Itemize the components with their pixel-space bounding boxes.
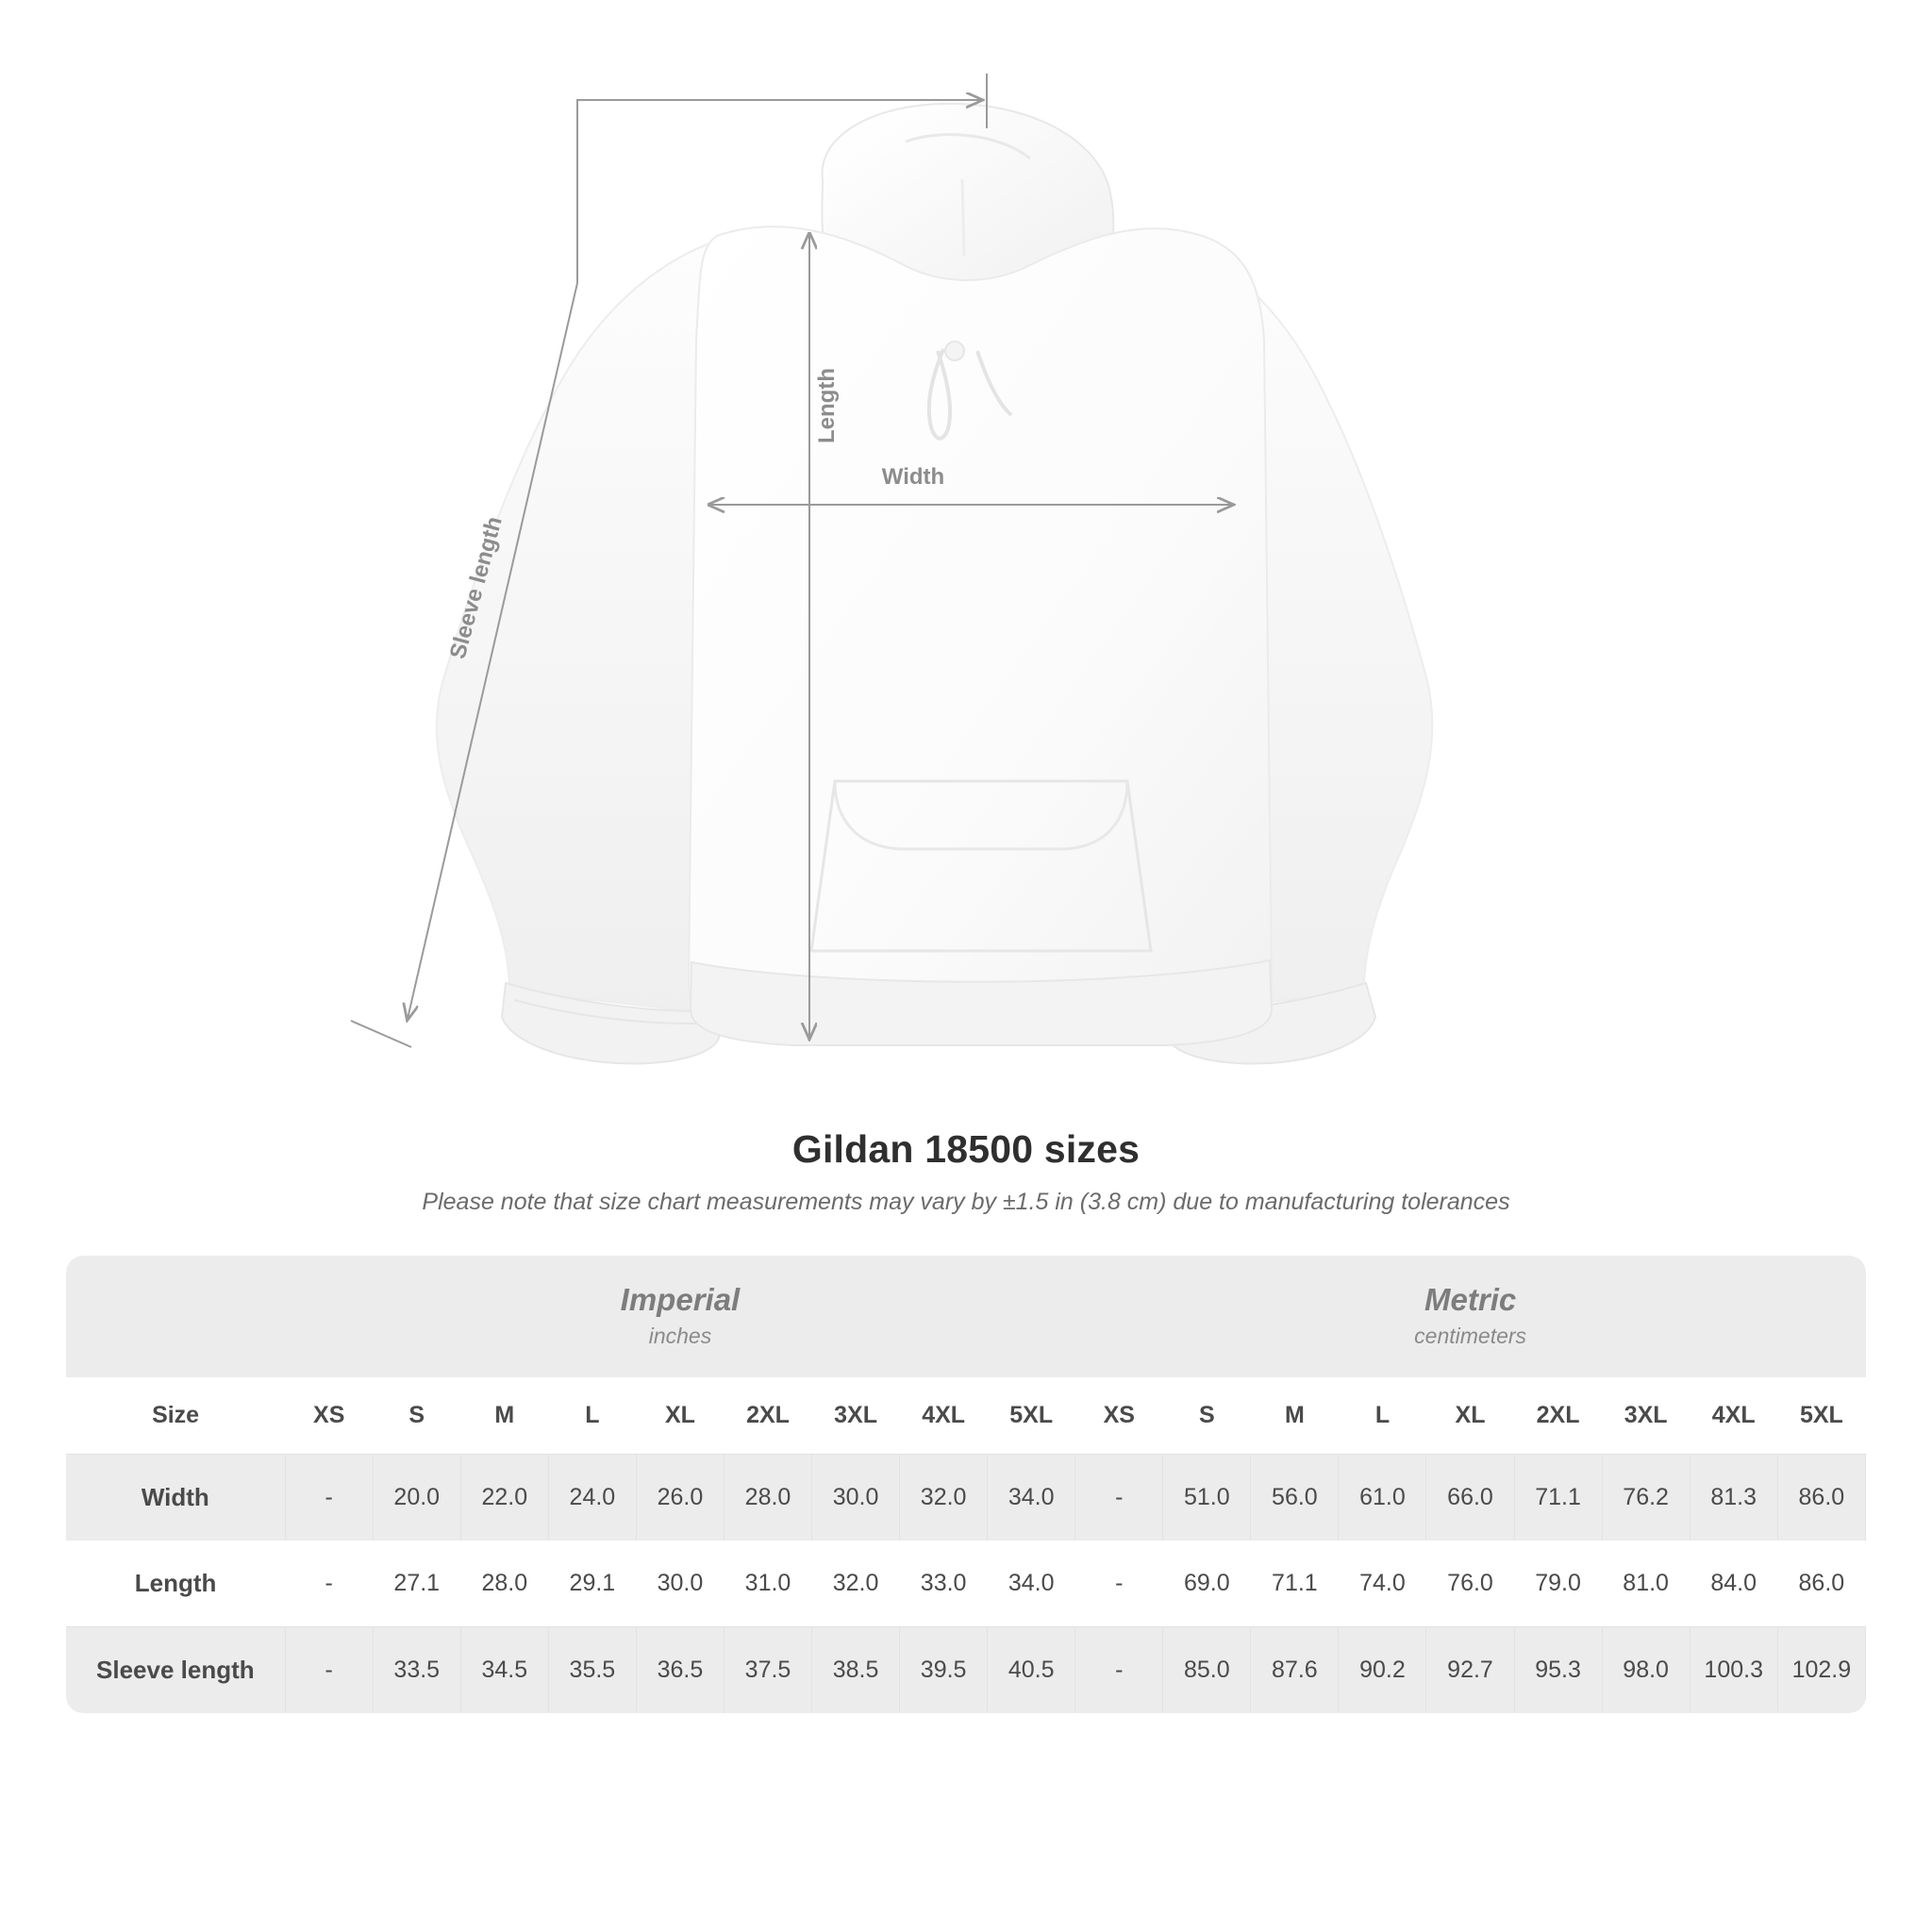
sleeve-imperial-2xl: 37.5 — [724, 1626, 811, 1713]
length-metric-5xl: 86.0 — [1798, 1569, 1845, 1596]
header-metric-m: M — [1251, 1377, 1339, 1455]
table-row — [66, 1454, 1866, 1541]
row-label-width: Width — [66, 1454, 285, 1541]
width-metric-3xl: 76.2 — [1602, 1454, 1690, 1541]
page-title: Gildan 18500 sizes — [791, 1127, 1141, 1171]
width-imperial-l: 24.0 — [548, 1454, 636, 1541]
sleeve-metric-2xl: 95.3 — [1514, 1626, 1602, 1713]
length-imperial-4xl: 33.0 — [920, 1569, 967, 1596]
width-imperial-4xl: 32.0 — [900, 1454, 988, 1541]
width-metric-5xl: 86.0 — [1777, 1454, 1865, 1541]
sleeve-metric-m: 87.6 — [1251, 1626, 1339, 1713]
length-imperial-5xl: 34.0 — [1008, 1569, 1055, 1596]
sleeve-imperial-l: 35.5 — [548, 1626, 636, 1713]
unit-metric-name: Metric — [1424, 1282, 1517, 1317]
length-metric-s: 69.0 — [1183, 1569, 1230, 1596]
header-imperial-xl: XL — [636, 1377, 724, 1455]
sleeve-metric-5xl: 102.9 — [1777, 1626, 1865, 1713]
sleeve-imperial-4xl: 39.5 — [900, 1626, 988, 1713]
hoodie-graphic — [437, 104, 1433, 1064]
sleeve-metric-3xl: 98.0 — [1602, 1626, 1690, 1713]
sleeve-imperial-xs: - — [285, 1626, 373, 1713]
length-metric-3xl: 81.0 — [1623, 1569, 1669, 1596]
width-imperial-3xl: 30.0 — [812, 1454, 900, 1541]
unit-metric-sub: centimeters — [1414, 1323, 1527, 1348]
row-label-sleeve-length: Sleeve length — [66, 1626, 285, 1713]
table-row — [66, 1541, 1866, 1627]
table-row — [66, 1626, 1866, 1713]
length-imperial-3xl: 32.0 — [832, 1569, 879, 1596]
size-table — [66, 1256, 1866, 1713]
header-metric-s: S — [1163, 1377, 1251, 1455]
length-imperial-2xl: 31.0 — [744, 1569, 791, 1596]
header-imperial-m: M — [460, 1377, 548, 1455]
length-imperial-xl: 30.0 — [657, 1569, 704, 1596]
width-imperial-2xl: 28.0 — [724, 1454, 811, 1541]
width-metric-xl: 66.0 — [1426, 1454, 1514, 1541]
length-metric-m: 71.1 — [1272, 1569, 1318, 1596]
length-imperial-m: 28.0 — [481, 1569, 528, 1596]
unit-imperial-name: Imperial — [620, 1282, 741, 1317]
width-metric-xs: - — [1075, 1454, 1163, 1541]
width-imperial-m: 22.0 — [460, 1454, 548, 1541]
header-imperial-3xl: 3XL — [812, 1377, 900, 1455]
width-metric-2xl: 71.1 — [1514, 1454, 1602, 1541]
unit-imperial-cell — [285, 1256, 1075, 1377]
width-imperial-5xl: 34.0 — [988, 1454, 1075, 1541]
header-imperial-5xl: 5XL — [988, 1377, 1075, 1455]
width-imperial-s: 20.0 — [373, 1454, 460, 1541]
header-size-label: Size — [66, 1377, 285, 1455]
width-metric-4xl: 81.3 — [1690, 1454, 1777, 1541]
size-table-wrapper — [66, 1256, 1866, 1713]
header-metric-5xl: 5XL — [1777, 1377, 1865, 1455]
header-metric-l: L — [1339, 1377, 1426, 1455]
sleeve-metric-l: 90.2 — [1339, 1626, 1426, 1713]
sleeve-metric-xs: - — [1075, 1626, 1163, 1713]
sleeve-imperial-3xl: 38.5 — [812, 1626, 900, 1713]
header-metric-3xl: 3XL — [1602, 1377, 1690, 1455]
width-metric-m: 56.0 — [1251, 1454, 1339, 1541]
header-imperial-2xl: 2XL — [724, 1377, 811, 1455]
label-length: Length — [814, 368, 840, 443]
unit-header-row — [66, 1256, 1866, 1377]
sleeve-imperial-xl: 36.5 — [636, 1626, 724, 1713]
header-metric-xs: XS — [1075, 1377, 1163, 1455]
length-metric-xs: - — [1115, 1569, 1124, 1596]
sleeve-imperial-5xl: 40.5 — [988, 1626, 1075, 1713]
header-metric-4xl: 4XL — [1690, 1377, 1777, 1455]
sleeve-metric-4xl: 100.3 — [1690, 1626, 1777, 1713]
label-sleeve-length: Sleeve length — [444, 513, 508, 662]
length-imperial-s: 27.1 — [393, 1569, 441, 1596]
sleeve-imperial-s: 33.5 — [373, 1626, 460, 1713]
header-imperial-l: L — [548, 1377, 636, 1455]
unit-metric-cell — [1075, 1256, 1866, 1377]
header-metric-xl: XL — [1426, 1377, 1514, 1455]
row-label-length: Length — [134, 1568, 217, 1597]
page-subtitle: Please note that size chart measurements may vary by ±1.5 in (3.8 cm) due to manufacturing tolerances — [422, 1189, 1510, 1215]
length-metric-2xl: 79.0 — [1535, 1569, 1581, 1596]
unit-imperial-sub: inches — [648, 1323, 712, 1348]
sleeve-imperial-m: 34.5 — [460, 1626, 548, 1713]
sleeve-metric-s: 85.0 — [1163, 1626, 1251, 1713]
unit-corner-cell — [66, 1256, 285, 1377]
header-imperial-xs: XS — [285, 1377, 373, 1455]
header-imperial-s: S — [373, 1377, 460, 1455]
label-width: Width — [881, 464, 945, 490]
width-imperial-xs: - — [285, 1454, 373, 1541]
header-metric-2xl: 2XL — [1514, 1377, 1602, 1455]
width-metric-s: 51.0 — [1163, 1454, 1251, 1541]
length-metric-l: 74.0 — [1359, 1569, 1406, 1596]
width-imperial-xl: 26.0 — [636, 1454, 724, 1541]
header-imperial-4xl: 4XL — [900, 1377, 988, 1455]
sleeve-metric-xl: 92.7 — [1426, 1626, 1514, 1713]
length-metric-xl: 76.0 — [1447, 1569, 1493, 1596]
length-imperial-xs: - — [325, 1569, 333, 1596]
width-metric-l: 61.0 — [1339, 1454, 1426, 1541]
size-header-row — [66, 1377, 1866, 1455]
length-metric-4xl: 84.0 — [1710, 1569, 1757, 1596]
length-imperial-l: 29.1 — [569, 1569, 616, 1596]
